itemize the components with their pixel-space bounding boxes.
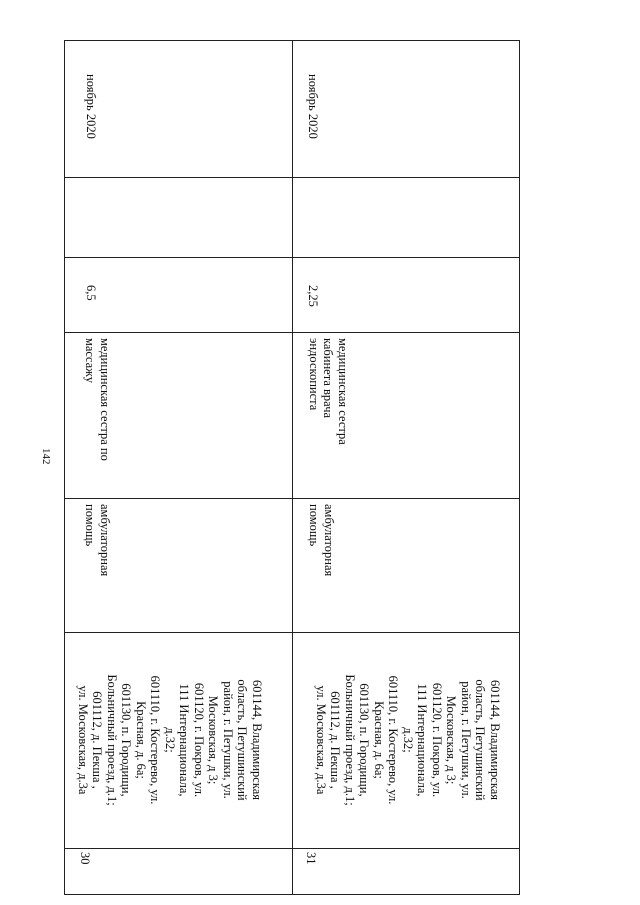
position-text: медицинская сестра по массажу [83, 338, 112, 461]
position-cell [64, 332, 292, 498]
row-number-cell [292, 848, 520, 894]
date-text: ноябрь 2020 [306, 74, 320, 139]
care-type-text: амбулаторная помощь [307, 504, 336, 577]
care-type-cell [292, 498, 520, 632]
empty-cell [64, 177, 292, 257]
address-cell [64, 632, 292, 848]
table-row [292, 40, 520, 895]
table-row [64, 40, 292, 895]
empty-cell [292, 177, 520, 257]
rate-cell [292, 257, 520, 332]
date-cell [64, 40, 292, 177]
row-number: 30 [78, 852, 92, 865]
page-number: 142 [40, 448, 52, 465]
position-cell [292, 332, 520, 498]
position-text: медицинская сестра кабинета врача эндоскописта [307, 338, 350, 445]
date-text: ноябрь 2020 [84, 74, 98, 139]
row-number-cell [64, 848, 292, 894]
address-text: 601144, Владимирская область, Петушинский район, г. Петушки, ул. Московская, д 3; 601120, г. Покров, ул. 111 Интернационала, д.32; 601110, г. Костерево, ул. Красная, д. 6а; 601130, п. Городищи, Больничный проезд, д.1; 601112, д. Пекша , ул. Московская, д.3а [76, 674, 264, 806]
care-type-cell [64, 498, 292, 632]
rate-cell [64, 257, 292, 332]
row-number: 31 [304, 852, 318, 865]
address-text: 601144, Владимирская область, Петушинский район, г. Петушки, ул. Московская, д 3; 601120, г. Покров, ул. 111 Интернационала, д.32; 601110, г. Костерево, ул. Красная, д. 6а; 601130, п. Городищи, Больничный проезд, д.1; 601112, д. Пекша , ул. Московская, д.3а [314, 674, 502, 806]
care-type-text: амбулаторная помощь [83, 504, 112, 577]
date-cell [292, 40, 520, 177]
address-cell [292, 632, 520, 848]
rate-text: 2,25 [306, 285, 320, 307]
rotated-table [64, 40, 520, 895]
rate-text: 6,5 [84, 285, 98, 301]
